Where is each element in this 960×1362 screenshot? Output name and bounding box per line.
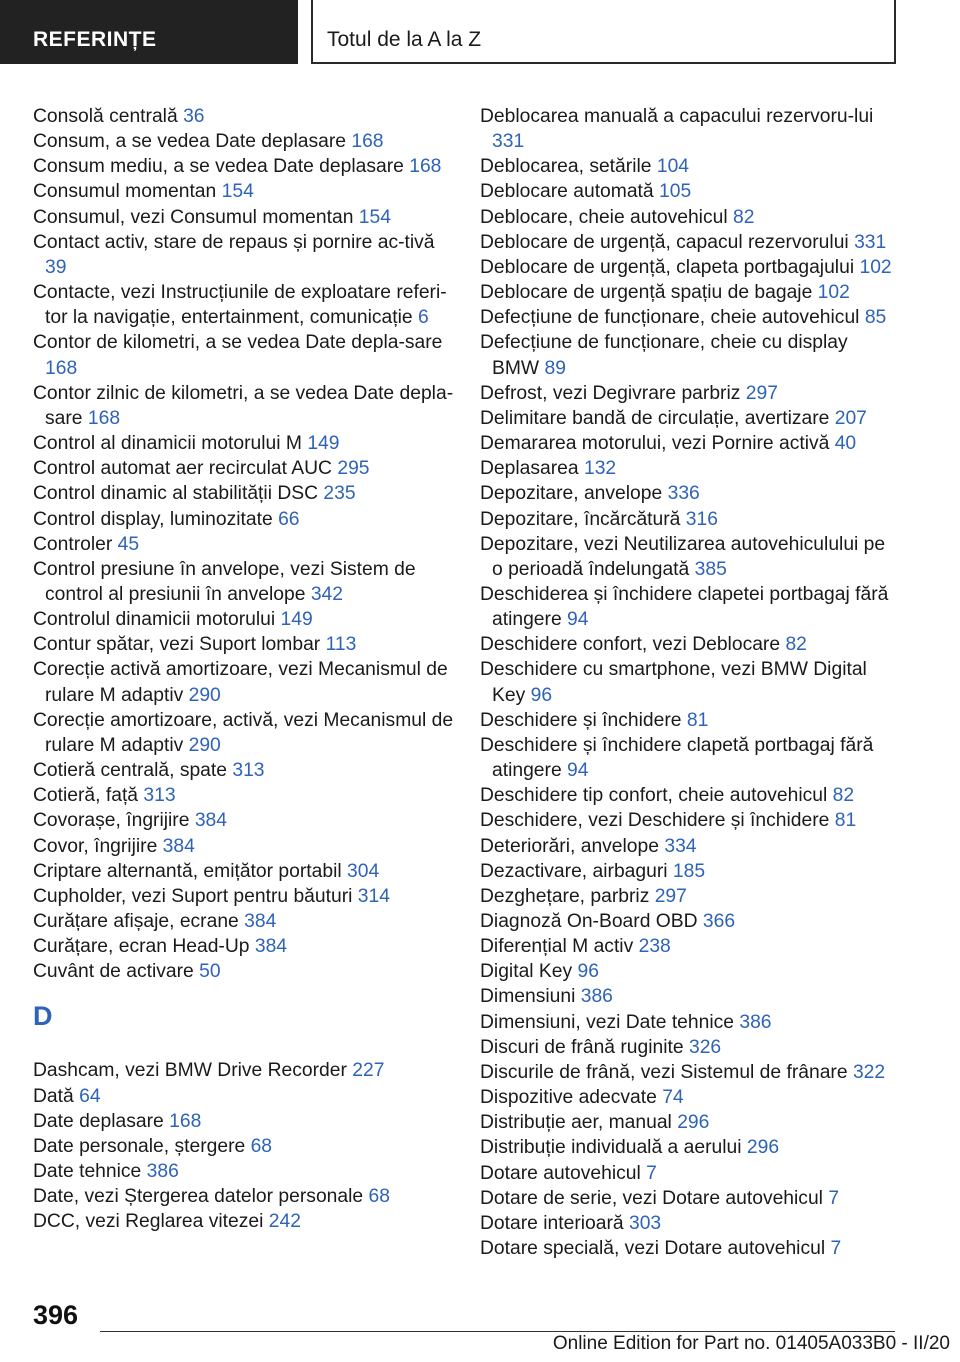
index-entry: [480, 959, 900, 984]
index-entry: [33, 557, 458, 607]
page-reference-link[interactable]: 168: [409, 156, 442, 178]
entry-text: Consumul, vezi Consumul momentan: [33, 206, 354, 228]
entries-d-group: [33, 1058, 458, 1234]
index-entry: [33, 934, 458, 959]
page-reference-link[interactable]: 384: [254, 936, 288, 958]
entry-text: Cotieră centrală, spate: [33, 760, 227, 782]
index-entry: [480, 179, 900, 204]
page-reference-link[interactable]: 154: [221, 181, 254, 203]
index-entry: [480, 783, 900, 808]
entry-text: Demararea motorului, vezi Pornire activă: [480, 433, 830, 455]
entry-text: Depozitare, anvelope: [480, 483, 663, 505]
entry-text: Defrost, vezi Degivrare parbriz: [480, 382, 741, 404]
index-entry: [33, 657, 458, 707]
entries-d-continued-group: [480, 104, 900, 1261]
index-entry: [33, 129, 458, 154]
page-reference-link[interactable]: 297: [745, 382, 778, 404]
page-reference-link[interactable]: 64: [79, 1085, 101, 1107]
entry-text: Dashcam, vezi BMW Drive Recorder: [33, 1060, 347, 1082]
page-reference-link[interactable]: 94: [567, 760, 589, 782]
index-entry: [33, 1209, 458, 1234]
index-entry: [480, 657, 900, 707]
entry-text: Control al dinamicii motorului M: [33, 433, 302, 455]
index-entry: [480, 1010, 900, 1035]
entry-text: Deschiderea și închidere clapetei portbagaj fără atingere: [480, 583, 889, 631]
page-reference-link[interactable]: 313: [232, 760, 265, 782]
index-entry: [480, 834, 900, 859]
entry-text: Distribuție individuală a aerului: [480, 1137, 742, 1159]
page-reference-link[interactable]: 384: [244, 911, 277, 932]
entry-text: Dotare autovehicul: [480, 1162, 641, 1184]
page-reference-link[interactable]: 314: [357, 885, 390, 907]
index-entry: [480, 984, 900, 1009]
index-entry: [480, 456, 900, 481]
index-entry: [480, 808, 900, 833]
page-reference-link[interactable]: 82: [732, 206, 755, 228]
entry-text: Cuvânt de activare: [33, 961, 194, 983]
page-reference-link[interactable]: 331: [854, 231, 887, 253]
page-reference-link[interactable]: 386: [739, 1011, 772, 1033]
entry-text: Deschidere și închidere: [480, 709, 682, 731]
index-entry: [33, 1184, 458, 1209]
page-reference-link[interactable]: 296: [746, 1137, 780, 1159]
index-entry: [33, 507, 458, 532]
page-reference-link[interactable]: 386: [146, 1161, 179, 1183]
index-entry: [480, 532, 900, 582]
entry-text: Date, vezi Ștergerea datelor personale: [33, 1186, 364, 1208]
entry-text: Control display, luminozitate: [33, 508, 273, 530]
page-header: [0, 0, 960, 66]
page-reference-link[interactable]: 295: [337, 458, 370, 480]
index-entry: [33, 1084, 458, 1109]
index-entry: [33, 1134, 458, 1159]
entry-text: Corecție activă amortizoare, vezi Mecanismul de rulare M adaptiv: [33, 659, 448, 706]
entry-text: Control presiune în anvelope, vezi Sistem de control al presiunii în anvelope: [33, 558, 416, 605]
section-tab: REFERINȚE: [0, 0, 298, 64]
page-reference-link[interactable]: 96: [530, 684, 553, 706]
page-reference-link[interactable]: 303: [628, 1212, 662, 1234]
entry-text: Deschidere tip confort, cheie autovehicul: [480, 785, 828, 807]
entry-text: Consolă centrală: [33, 106, 178, 127]
index-entry: [33, 783, 458, 808]
entry-text: Dezactivare, airbaguri: [480, 860, 668, 882]
page-reference-link[interactable]: 366: [702, 911, 736, 932]
entry-text: Delimitare bandă de circulație, avertizare: [480, 407, 830, 429]
entry-text: Discurile de frână, vezi Sistemul de frânare: [480, 1061, 848, 1083]
index-entry: [480, 859, 900, 884]
index-entry: [480, 255, 900, 280]
page-reference-link[interactable]: 7: [646, 1162, 657, 1184]
entry-text: Deplasarea: [480, 458, 579, 480]
entry-text: Dotare specială, vezi Dotare autovehicul: [480, 1238, 826, 1260]
entry-text: Controler: [33, 533, 113, 555]
index-entry: [33, 381, 458, 431]
index-entry: [33, 330, 458, 380]
entry-text: Dimensiuni, vezi Date tehnice: [480, 1011, 734, 1033]
entry-text: Digital Key: [480, 961, 573, 983]
index-entry: [480, 708, 900, 733]
page-reference-link[interactable]: 50: [199, 961, 221, 983]
index-entry: [480, 205, 900, 230]
index-entry: [480, 406, 900, 431]
index-entry: [33, 632, 458, 657]
index-entry: [480, 305, 900, 330]
page-reference-link[interactable]: 227: [352, 1060, 385, 1082]
page-reference-link[interactable]: 168: [351, 131, 384, 153]
index-entry: [33, 456, 458, 481]
index-entry: [480, 154, 900, 179]
page-reference-link[interactable]: 384: [162, 835, 195, 857]
index-entry: [33, 708, 458, 758]
page-reference-link[interactable]: 235: [323, 483, 356, 505]
page-reference-link[interactable]: 66: [278, 508, 300, 530]
entry-text: Contor zilnic de kilometri, a se vedea Date depla-sare: [33, 382, 454, 429]
entry-text: Depozitare, vezi Neutilizarea autovehiculului pe o perioadă îndelungată: [480, 533, 886, 580]
section-title: Totul de la A la Z: [311, 0, 896, 64]
entry-text: Covor, îngrijire: [33, 835, 158, 857]
entry-text: Deblocare de urgență spațiu de bagaje: [480, 282, 813, 304]
page-reference-link[interactable]: 326: [688, 1036, 722, 1058]
page-reference-link[interactable]: 7: [830, 1238, 842, 1260]
entry-text: Criptare alternantă, emițător portabil: [33, 860, 342, 882]
index-entry: [480, 1186, 900, 1211]
index-entry: [480, 909, 900, 934]
page-number: 396: [33, 1300, 79, 1330]
entry-text: Dată: [33, 1085, 74, 1107]
page-reference-link[interactable]: 39: [45, 256, 67, 278]
page-reference-link[interactable]: 149: [280, 609, 313, 631]
entry-text: Cupholder, vezi Suport pentru băuturi: [33, 885, 353, 907]
index-entry: [33, 154, 458, 179]
entry-text: Deschidere, vezi Deschidere și închidere: [480, 810, 830, 832]
page-reference-link[interactable]: 113: [325, 634, 357, 656]
entry-text: Deschidere confort, vezi Deblocare: [480, 634, 781, 656]
page-reference-link[interactable]: 149: [307, 433, 340, 455]
entry-text: Curățare, ecran Head-Up: [33, 936, 250, 958]
edition-note: Online Edition for Part no. 01405A033B0 - II/20: [552, 1333, 950, 1354]
entry-text: Deblocare de urgență, clapeta portbagajului: [480, 256, 855, 278]
index-entry: [480, 884, 900, 909]
page-reference-link[interactable]: 168: [169, 1110, 202, 1132]
page-reference-link[interactable]: 96: [577, 961, 599, 983]
index-entry: [33, 859, 458, 884]
page-reference-link[interactable]: 68: [368, 1186, 390, 1208]
entry-text: Diagnoză On-Board OBD: [480, 911, 698, 932]
page-reference-link[interactable]: 7: [828, 1187, 840, 1209]
page-reference-link[interactable]: 132: [583, 458, 617, 480]
index-column-right: [480, 104, 900, 1261]
page-reference-link[interactable]: 45: [117, 533, 140, 555]
entry-text: DCC, vezi Reglarea vitezei: [33, 1211, 264, 1233]
letter-heading-d: D: [33, 1001, 53, 1032]
entry-text: Deschidere și închidere clapetă portbagaj fără atingere: [480, 734, 874, 782]
entry-text: Dispozitive adecvate: [480, 1087, 657, 1109]
page-reference-link[interactable]: 342: [310, 583, 343, 605]
page-reference-link[interactable]: 334: [664, 835, 697, 857]
index-entry: [33, 959, 458, 984]
index-entry: [33, 104, 458, 129]
index-entry: [480, 1035, 900, 1060]
index-entry: [33, 808, 458, 833]
page-reference-link[interactable]: 36: [183, 106, 205, 127]
index-entry: [33, 1109, 458, 1134]
entry-text: Covorașe, îngrijire: [33, 810, 190, 832]
index-entry: [33, 1058, 458, 1083]
page-reference-link[interactable]: 290: [188, 684, 221, 706]
index-entry: [480, 1211, 900, 1236]
index-entry: [480, 1135, 900, 1160]
entry-text: Contact activ, stare de repaus și pornire ac-tivă: [33, 231, 435, 253]
page-reference-link[interactable]: 81: [834, 810, 857, 832]
page-reference-link[interactable]: 242: [268, 1211, 301, 1233]
page-reference-link[interactable]: 297: [654, 885, 687, 907]
index-entry: [33, 481, 458, 506]
page-reference-link[interactable]: 386: [580, 986, 613, 1008]
page-reference-link[interactable]: 168: [87, 407, 121, 429]
entry-text: Control dinamic al stabilității DSC: [33, 483, 319, 505]
page-reference-link[interactable]: 102: [817, 282, 850, 304]
index-entry: [33, 758, 458, 783]
entry-text: Curățare afișaje, ecrane: [33, 911, 239, 932]
index-column-left: [33, 104, 458, 1235]
entry-text: Consum mediu, a se vedea Date deplasare: [33, 156, 404, 178]
entry-text: Contor de kilometri, a se vedea Date depla-sare: [33, 332, 443, 354]
entry-text: Deblocarea, setările: [480, 156, 652, 178]
index-entry: [480, 934, 900, 959]
index-entry: [480, 1060, 900, 1085]
index-entry: [33, 532, 458, 557]
page-reference-link[interactable]: 74: [662, 1087, 684, 1109]
index-entry: [480, 582, 900, 632]
entry-text: Dotare de serie, vezi Dotare autovehicul: [480, 1187, 823, 1209]
index-entry: [480, 1110, 900, 1135]
index-entry: [33, 230, 458, 280]
page-reference-link[interactable]: 304: [347, 860, 380, 882]
entry-text: Discuri de frână ruginite: [480, 1036, 684, 1058]
entry-text: Controlul dinamicii motorului: [33, 609, 276, 631]
index-entry: [480, 104, 900, 154]
index-entry: [33, 909, 458, 934]
entry-text: Corecție amortizoare, activă, vezi Mecanismul de rulare M adaptiv: [33, 709, 454, 756]
index-entry: [33, 607, 458, 632]
index-entry: [480, 1161, 900, 1186]
index-entry: [480, 733, 900, 783]
page-reference-link[interactable]: 68: [250, 1135, 273, 1157]
page-reference-link[interactable]: 89: [544, 357, 566, 379]
entry-text: Deblocare automată: [480, 181, 654, 203]
page-reference-link[interactable]: 313: [143, 785, 176, 807]
page-reference-link[interactable]: 40: [834, 433, 857, 455]
index-entry: [480, 1236, 900, 1261]
entries-c-group: [33, 104, 458, 984]
page-reference-link[interactable]: 185: [672, 860, 706, 882]
page-reference-link[interactable]: 85: [864, 307, 887, 329]
index-entry: [480, 507, 900, 532]
entry-text: Defecțiune de funcționare, cheie cu display BMW: [480, 332, 848, 379]
index-entry: [33, 834, 458, 859]
index-entry: [480, 381, 900, 406]
page-reference-link[interactable]: 81: [686, 709, 709, 731]
entry-text: Date deplasare: [33, 1110, 164, 1132]
index-entry: [480, 1085, 900, 1110]
entry-text: Dimensiuni: [480, 986, 576, 1008]
entry-text: Date personale, ștergere: [33, 1135, 246, 1157]
index-entry: [480, 230, 900, 255]
page-reference-link[interactable]: 94: [567, 609, 589, 631]
page-reference-link[interactable]: 331: [492, 131, 525, 153]
page-reference-link[interactable]: 316: [685, 508, 718, 530]
index-entry: [480, 632, 900, 657]
footer-divider: [100, 1331, 895, 1332]
entry-text: Deteriorări, anvelope: [480, 835, 659, 857]
index-entry: [480, 280, 900, 305]
page-reference-link[interactable]: 238: [638, 936, 671, 958]
index-entry: [33, 884, 458, 909]
entry-text: Deblocare, cheie autovehicul: [480, 206, 728, 228]
page-reference-link[interactable]: 104: [656, 156, 690, 178]
page-reference-link[interactable]: 82: [785, 634, 807, 656]
index-entry: [33, 431, 458, 456]
entry-text: Date tehnice: [33, 1161, 142, 1183]
page-reference-link[interactable]: 6: [417, 307, 429, 329]
page-reference-link[interactable]: 336: [667, 483, 700, 505]
entry-text: Dezghețare, parbriz: [480, 885, 650, 907]
page-reference-link[interactable]: 102: [859, 256, 892, 278]
entry-text: Consum, a se vedea Date deplasare: [33, 131, 346, 153]
entry-text: Diferențial M activ: [480, 936, 634, 958]
entry-text: Deschidere cu smartphone, vezi BMW Digital Key: [480, 659, 867, 706]
index-entry: [480, 431, 900, 456]
page-reference-link[interactable]: 384: [194, 810, 227, 832]
entry-text: Deblocare de urgență, capacul rezervorului: [480, 231, 849, 253]
entry-text: Control automat aer recirculat AUC: [33, 458, 332, 480]
index-entry: [33, 179, 458, 204]
entry-text: Dotare interioară: [480, 1212, 624, 1234]
index-entry: [33, 1159, 458, 1184]
page-reference-link[interactable]: 168: [45, 357, 78, 379]
page-reference-link[interactable]: 207: [834, 407, 867, 429]
entry-text: Contur spătar, vezi Suport lombar: [33, 634, 321, 656]
entry-text: Depozitare, încărcătură: [480, 508, 681, 530]
entry-text: Distribuție aer, manual: [480, 1112, 672, 1134]
page-reference-link[interactable]: 290: [188, 734, 221, 756]
page-reference-link[interactable]: 82: [832, 785, 855, 807]
page-reference-link[interactable]: 296: [677, 1112, 710, 1134]
page-reference-link[interactable]: 105: [659, 181, 692, 203]
index-entry: [480, 330, 900, 380]
entry-text: Consumul momentan: [33, 181, 217, 203]
page-reference-link[interactable]: 385: [694, 558, 727, 580]
entry-text: Deblocarea manuală a capacului rezervoru-lui: [480, 106, 874, 127]
page-reference-link[interactable]: 322: [852, 1061, 886, 1083]
entry-text: Defecțiune de funcționare, cheie autovehicul: [480, 307, 860, 329]
index-entry: [33, 280, 458, 330]
entry-text: Cotieră, față: [33, 785, 139, 807]
index-entry: [480, 481, 900, 506]
index-entry: [33, 205, 458, 230]
page-reference-link[interactable]: 154: [358, 206, 391, 228]
entry-text: Contacte, vezi Instrucțiunile de exploatare referi-tor la navigație, entertainment, comunicație: [33, 282, 447, 329]
